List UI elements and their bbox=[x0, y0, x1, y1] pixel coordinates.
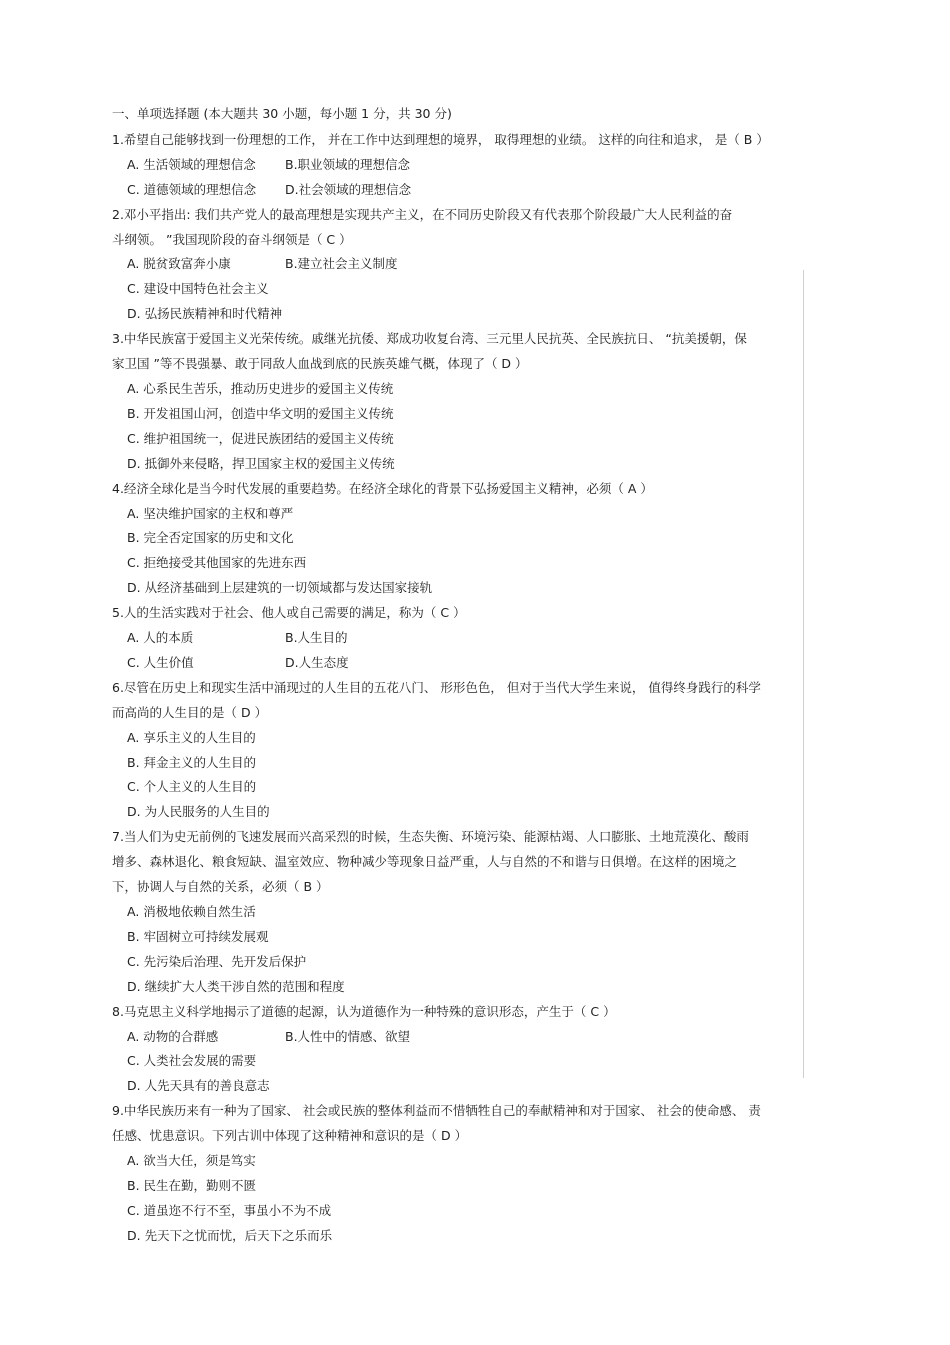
question-stem-cont: 下，协调人与自然的关系，必须（ B ） bbox=[112, 879, 329, 895]
option-b: B.建立社会主义制度 bbox=[285, 256, 398, 272]
question-stem: 8.马克思主义科学地揭示了道德的起源，认为道德作为一种特殊的意识形态，产生于（ C ） bbox=[112, 1003, 616, 1019]
option-d: D.社会领域的理想信念 bbox=[285, 181, 412, 197]
section-title: 一、单项选择题 (本大题共 30 小题，每小题 1 分，共 30 分) bbox=[112, 106, 452, 121]
option-row bbox=[112, 626, 842, 651]
option-a: A. 享乐主义的人生目的 bbox=[127, 729, 256, 745]
option-b: B. 牢固树立可持续发展观 bbox=[127, 928, 269, 944]
question-2 bbox=[112, 203, 842, 328]
option-c: C. 拒绝接受其他国家的先进东西 bbox=[127, 555, 307, 571]
option-c: C. 维护祖国统一，促进民族团结的爱国主义传统 bbox=[127, 430, 394, 446]
option-a: A. 生活领域的理想信念 bbox=[127, 156, 256, 172]
option-b: B. 完全否定国家的历史和文化 bbox=[127, 530, 294, 546]
option-row bbox=[112, 178, 842, 203]
option-c: C. 道德领域的理想信念 bbox=[127, 181, 257, 197]
question-stem: 1.希望自己能够找到一份理想的工作， 并在工作中达到理想的境界， 取得理想的业绩。 这样的向往和追求， 是（ B ） bbox=[112, 131, 769, 147]
exam-content bbox=[112, 102, 842, 1249]
question-stem-cont: 增多、森林退化、粮食短缺、温室效应、物种减少等现象日益严重，人与自然的不和谐与日俱增。在这样的困境之 bbox=[112, 854, 738, 870]
option-d: D. 先天下之忧而忧，后天下之乐而乐 bbox=[127, 1227, 333, 1243]
option-b: B.人性中的情感、欲望 bbox=[285, 1028, 411, 1044]
option-c: C. 先污染后治理、先开发后保护 bbox=[127, 953, 307, 969]
option-row bbox=[112, 252, 842, 277]
question-stem: 3.中华民族富于爱国主义光荣传统。戚继光抗倭、郑成功收复台湾、三元里人民抗英、全民族抗日、 “抗美援朝，保 bbox=[112, 331, 747, 347]
question-stem-cont: 而高尚的人生目的是（ D ） bbox=[112, 704, 268, 720]
question-stem-cont: 任感、忧患意识。下列古训中体现了这种精神和意识的是（ D ） bbox=[112, 1128, 468, 1144]
option-c: C. 建设中国特色社会主义 bbox=[127, 281, 269, 297]
option-b: B. 开发祖国山河，创造中华文明的爱国主义传统 bbox=[127, 405, 394, 421]
option-a: A. 动物的合群感 bbox=[127, 1028, 219, 1044]
question-stem: 9.中华民族历来有一种为了国家、 社会或民族的整体利益而不惜牺牲自己的奉献精神和对于国家、 社会的使命感、 责 bbox=[112, 1103, 761, 1119]
question-8 bbox=[112, 1000, 842, 1100]
option-b: B. 民生在勤，勤则不匮 bbox=[127, 1177, 257, 1193]
question-stem: 7.当人们为史无前例的飞速发展而兴高采烈的时候，生态失衡、环境污染、能源枯竭、人口膨胀、土地荒漠化、酸雨 bbox=[112, 829, 749, 845]
question-stem: 6.尽管在历史上和现实生活中涌现过的人生目的五花八门、 形形色色， 但对于当代大学生来说， 值得终身践行的科学 bbox=[112, 679, 761, 695]
option-a: A. 消极地依赖自然生活 bbox=[127, 904, 256, 919]
question-5 bbox=[112, 601, 842, 676]
option-d: D. 为人民服务的人生目的 bbox=[127, 804, 270, 820]
option-a: A. 欲当大任，须是笃实 bbox=[127, 1153, 256, 1169]
option-c: C. 人类社会发展的需要 bbox=[127, 1053, 257, 1069]
option-a: A. 心系民生苦乐，推动历史进步的爱国主义传统 bbox=[127, 380, 394, 396]
option-b: B.人生目的 bbox=[285, 630, 348, 646]
option-row bbox=[112, 651, 842, 676]
question-stem: 5.人的生活实践对于社会、他人或自己需要的满足，称为（ C ） bbox=[112, 605, 466, 621]
question-1 bbox=[112, 128, 842, 203]
question-9 bbox=[112, 1099, 842, 1248]
question-stem-cont: 家卫国 ”等不畏强暴、敢于同敌人血战到底的民族英雄气概，体现了（ D ） bbox=[112, 356, 528, 372]
option-row bbox=[112, 153, 842, 178]
option-d: D. 从经济基础到上层建筑的一切领域都与发达国家接轨 bbox=[127, 580, 433, 596]
question-stem: 4.经济全球化是当今时代发展的重要趋势。在经济全球化的背景下弘扬爱国主义精神，必须（ A ） bbox=[112, 480, 653, 496]
option-b: B. 拜金主义的人生目的 bbox=[127, 754, 257, 770]
option-a: A. 坚决维护国家的主权和尊严 bbox=[127, 505, 294, 521]
option-d: D. 人先天具有的善良意志 bbox=[127, 1078, 270, 1094]
option-c: C. 个人主义的人生目的 bbox=[127, 779, 257, 795]
option-d: D. 弘扬民族精神和时代精神 bbox=[127, 306, 283, 322]
question-stem: 2.邓小平指出: 我们共产党人的最高理想是实现共产主义，在不同历史阶段又有代表那个阶段最广大人民利益的奋 bbox=[112, 206, 733, 222]
option-d: D. 抵御外来侵略，捍卫国家主权的爱国主义传统 bbox=[127, 455, 395, 471]
option-a: A. 脱贫致富奔小康 bbox=[127, 256, 231, 272]
option-c: C. 道虽迩不行不至，事虽小不为不成 bbox=[127, 1202, 332, 1218]
question-4 bbox=[112, 477, 842, 602]
option-d: D.人生态度 bbox=[285, 654, 349, 670]
option-row bbox=[112, 1025, 842, 1050]
option-b: B.职业领域的理想信念 bbox=[285, 156, 411, 172]
option-d: D. 继续扩大人类干涉自然的范围和程度 bbox=[127, 978, 345, 994]
question-stem-cont: 斗纲领。 ”我国现阶段的奋斗纲领是（ C ） bbox=[112, 231, 352, 247]
question-6 bbox=[112, 676, 842, 825]
question-7 bbox=[112, 825, 842, 999]
option-c: C. 人生价值 bbox=[127, 654, 194, 670]
question-3 bbox=[112, 327, 842, 476]
option-a: A. 人的本质 bbox=[127, 630, 194, 646]
